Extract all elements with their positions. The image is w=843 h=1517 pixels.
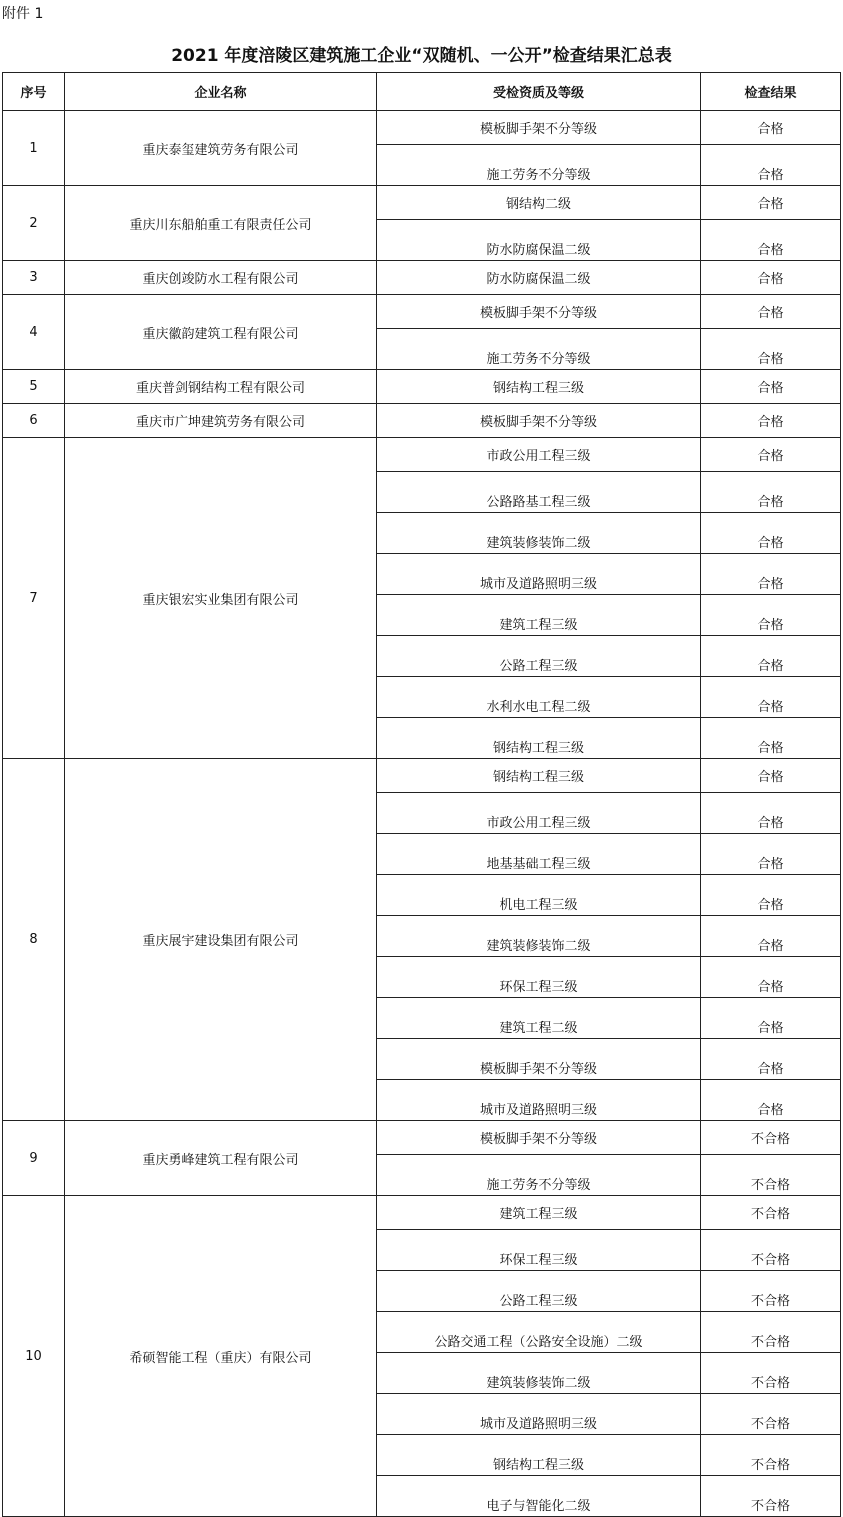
qualification-cell: 钢结构工程三级 <box>377 759 701 793</box>
qualification-cell: 钢结构工程三级 <box>377 370 701 404</box>
qualification-cell: 电子与智能化二级 <box>377 1476 701 1517</box>
qualification-cell: 地基基础工程三级 <box>377 834 701 875</box>
company-name-cell: 希硕智能工程（重庆）有限公司 <box>65 1196 377 1517</box>
qualification-cell: 市政公用工程三级 <box>377 793 701 834</box>
result-cell: 合格 <box>701 329 841 370</box>
result-cell: 不合格 <box>701 1271 841 1312</box>
result-cell: 不合格 <box>701 1196 841 1230</box>
qualification-cell: 模板脚手架不分等级 <box>377 1121 701 1155</box>
qualification-cell: 钢结构工程三级 <box>377 718 701 759</box>
company-name-cell: 重庆展宇建设集团有限公司 <box>65 759 377 1121</box>
table-row <box>3 404 841 438</box>
qualification-cell: 施工劳务不分等级 <box>377 145 701 186</box>
result-cell: 合格 <box>701 295 841 329</box>
row-index-cell: 4 <box>3 295 65 370</box>
qualification-cell: 环保工程三级 <box>377 957 701 998</box>
qualification-cell: 公路工程三级 <box>377 636 701 677</box>
qualification-cell: 施工劳务不分等级 <box>377 329 701 370</box>
qualification-cell: 防水防腐保温二级 <box>377 220 701 261</box>
result-cell: 不合格 <box>701 1230 841 1271</box>
company-name-cell: 重庆创竣防水工程有限公司 <box>65 261 377 295</box>
result-cell: 合格 <box>701 145 841 186</box>
qualification-cell: 模板脚手架不分等级 <box>377 404 701 438</box>
row-index-cell: 2 <box>3 186 65 261</box>
table-row <box>3 261 841 295</box>
result-cell: 合格 <box>701 718 841 759</box>
header-company: 企业名称 <box>65 73 377 111</box>
result-cell: 合格 <box>701 261 841 295</box>
qualification-cell: 模板脚手架不分等级 <box>377 111 701 145</box>
result-cell: 合格 <box>701 111 841 145</box>
result-cell: 不合格 <box>701 1121 841 1155</box>
qualification-cell: 施工劳务不分等级 <box>377 1155 701 1196</box>
result-cell: 合格 <box>701 636 841 677</box>
company-name-cell: 重庆川东船舶重工有限责任公司 <box>65 186 377 261</box>
result-cell: 合格 <box>701 554 841 595</box>
row-index-cell: 9 <box>3 1121 65 1196</box>
qualification-cell: 环保工程三级 <box>377 1230 701 1271</box>
result-cell: 合格 <box>701 472 841 513</box>
qualification-cell: 机电工程三级 <box>377 875 701 916</box>
table-row <box>3 370 841 404</box>
table-row <box>3 759 841 793</box>
result-cell: 合格 <box>701 834 841 875</box>
company-name-cell: 重庆市广坤建筑劳务有限公司 <box>65 404 377 438</box>
inspection-results-table <box>2 72 841 1517</box>
header-result: 检查结果 <box>701 73 841 111</box>
result-cell: 合格 <box>701 916 841 957</box>
result-cell: 不合格 <box>701 1476 841 1517</box>
qualification-cell: 建筑工程二级 <box>377 998 701 1039</box>
qualification-cell: 钢结构工程三级 <box>377 1435 701 1476</box>
company-name-cell: 重庆徽韵建筑工程有限公司 <box>65 295 377 370</box>
table-row <box>3 186 841 220</box>
result-cell: 合格 <box>701 759 841 793</box>
result-cell: 不合格 <box>701 1435 841 1476</box>
company-name-cell: 重庆勇峰建筑工程有限公司 <box>65 1121 377 1196</box>
result-cell: 合格 <box>701 595 841 636</box>
table-row <box>3 1196 841 1230</box>
table-row <box>3 1121 841 1155</box>
result-cell: 合格 <box>701 957 841 998</box>
result-cell: 合格 <box>701 186 841 220</box>
qualification-cell: 城市及道路照明三级 <box>377 554 701 595</box>
result-cell: 合格 <box>701 404 841 438</box>
company-name-cell: 重庆普剑钢结构工程有限公司 <box>65 370 377 404</box>
table-body <box>3 111 841 1517</box>
qualification-cell: 城市及道路照明三级 <box>377 1394 701 1435</box>
attachment-label: 附件 1 <box>2 6 44 22</box>
result-cell: 合格 <box>701 793 841 834</box>
result-cell: 合格 <box>701 875 841 916</box>
result-cell: 合格 <box>701 998 841 1039</box>
table-row <box>3 438 841 472</box>
row-index-cell: 7 <box>3 438 65 759</box>
row-index-cell: 6 <box>3 404 65 438</box>
qualification-cell: 建筑装修装饰二级 <box>377 513 701 554</box>
qualification-cell: 钢结构二级 <box>377 186 701 220</box>
qualification-cell: 模板脚手架不分等级 <box>377 295 701 329</box>
result-cell: 合格 <box>701 677 841 718</box>
table-header-row <box>3 73 841 111</box>
qualification-cell: 公路路基工程三级 <box>377 472 701 513</box>
result-cell: 不合格 <box>701 1312 841 1353</box>
company-name-cell: 重庆银宏实业集团有限公司 <box>65 438 377 759</box>
table-row <box>3 295 841 329</box>
row-index-cell: 3 <box>3 261 65 295</box>
qualification-cell: 建筑工程三级 <box>377 595 701 636</box>
qualification-cell: 模板脚手架不分等级 <box>377 1039 701 1080</box>
table-row <box>3 111 841 145</box>
qualification-cell: 城市及道路照明三级 <box>377 1080 701 1121</box>
result-cell: 不合格 <box>701 1353 841 1394</box>
qualification-cell: 防水防腐保温二级 <box>377 261 701 295</box>
result-cell: 不合格 <box>701 1394 841 1435</box>
result-cell: 不合格 <box>701 1155 841 1196</box>
result-cell: 合格 <box>701 1080 841 1121</box>
row-index-cell: 5 <box>3 370 65 404</box>
qualification-cell: 公路工程三级 <box>377 1271 701 1312</box>
header-index: 序号 <box>3 73 65 111</box>
page-title: 2021 年度涪陵区建筑施工企业“双随机、一公开”检查结果汇总表 <box>171 46 672 66</box>
qualification-cell: 水利水电工程二级 <box>377 677 701 718</box>
row-index-cell: 10 <box>3 1196 65 1517</box>
row-index-cell: 8 <box>3 759 65 1121</box>
qualification-cell: 公路交通工程（公路安全设施）二级 <box>377 1312 701 1353</box>
result-cell: 合格 <box>701 1039 841 1080</box>
result-cell: 合格 <box>701 513 841 554</box>
qualification-cell: 建筑装修装饰二级 <box>377 1353 701 1394</box>
qualification-cell: 建筑工程三级 <box>377 1196 701 1230</box>
qualification-cell: 建筑装修装饰二级 <box>377 916 701 957</box>
qualification-cell: 市政公用工程三级 <box>377 438 701 472</box>
result-cell: 合格 <box>701 220 841 261</box>
result-cell: 合格 <box>701 370 841 404</box>
result-cell: 合格 <box>701 438 841 472</box>
company-name-cell: 重庆泰玺建筑劳务有限公司 <box>65 111 377 186</box>
header-qualification: 受检资质及等级 <box>377 73 701 111</box>
row-index-cell: 1 <box>3 111 65 186</box>
